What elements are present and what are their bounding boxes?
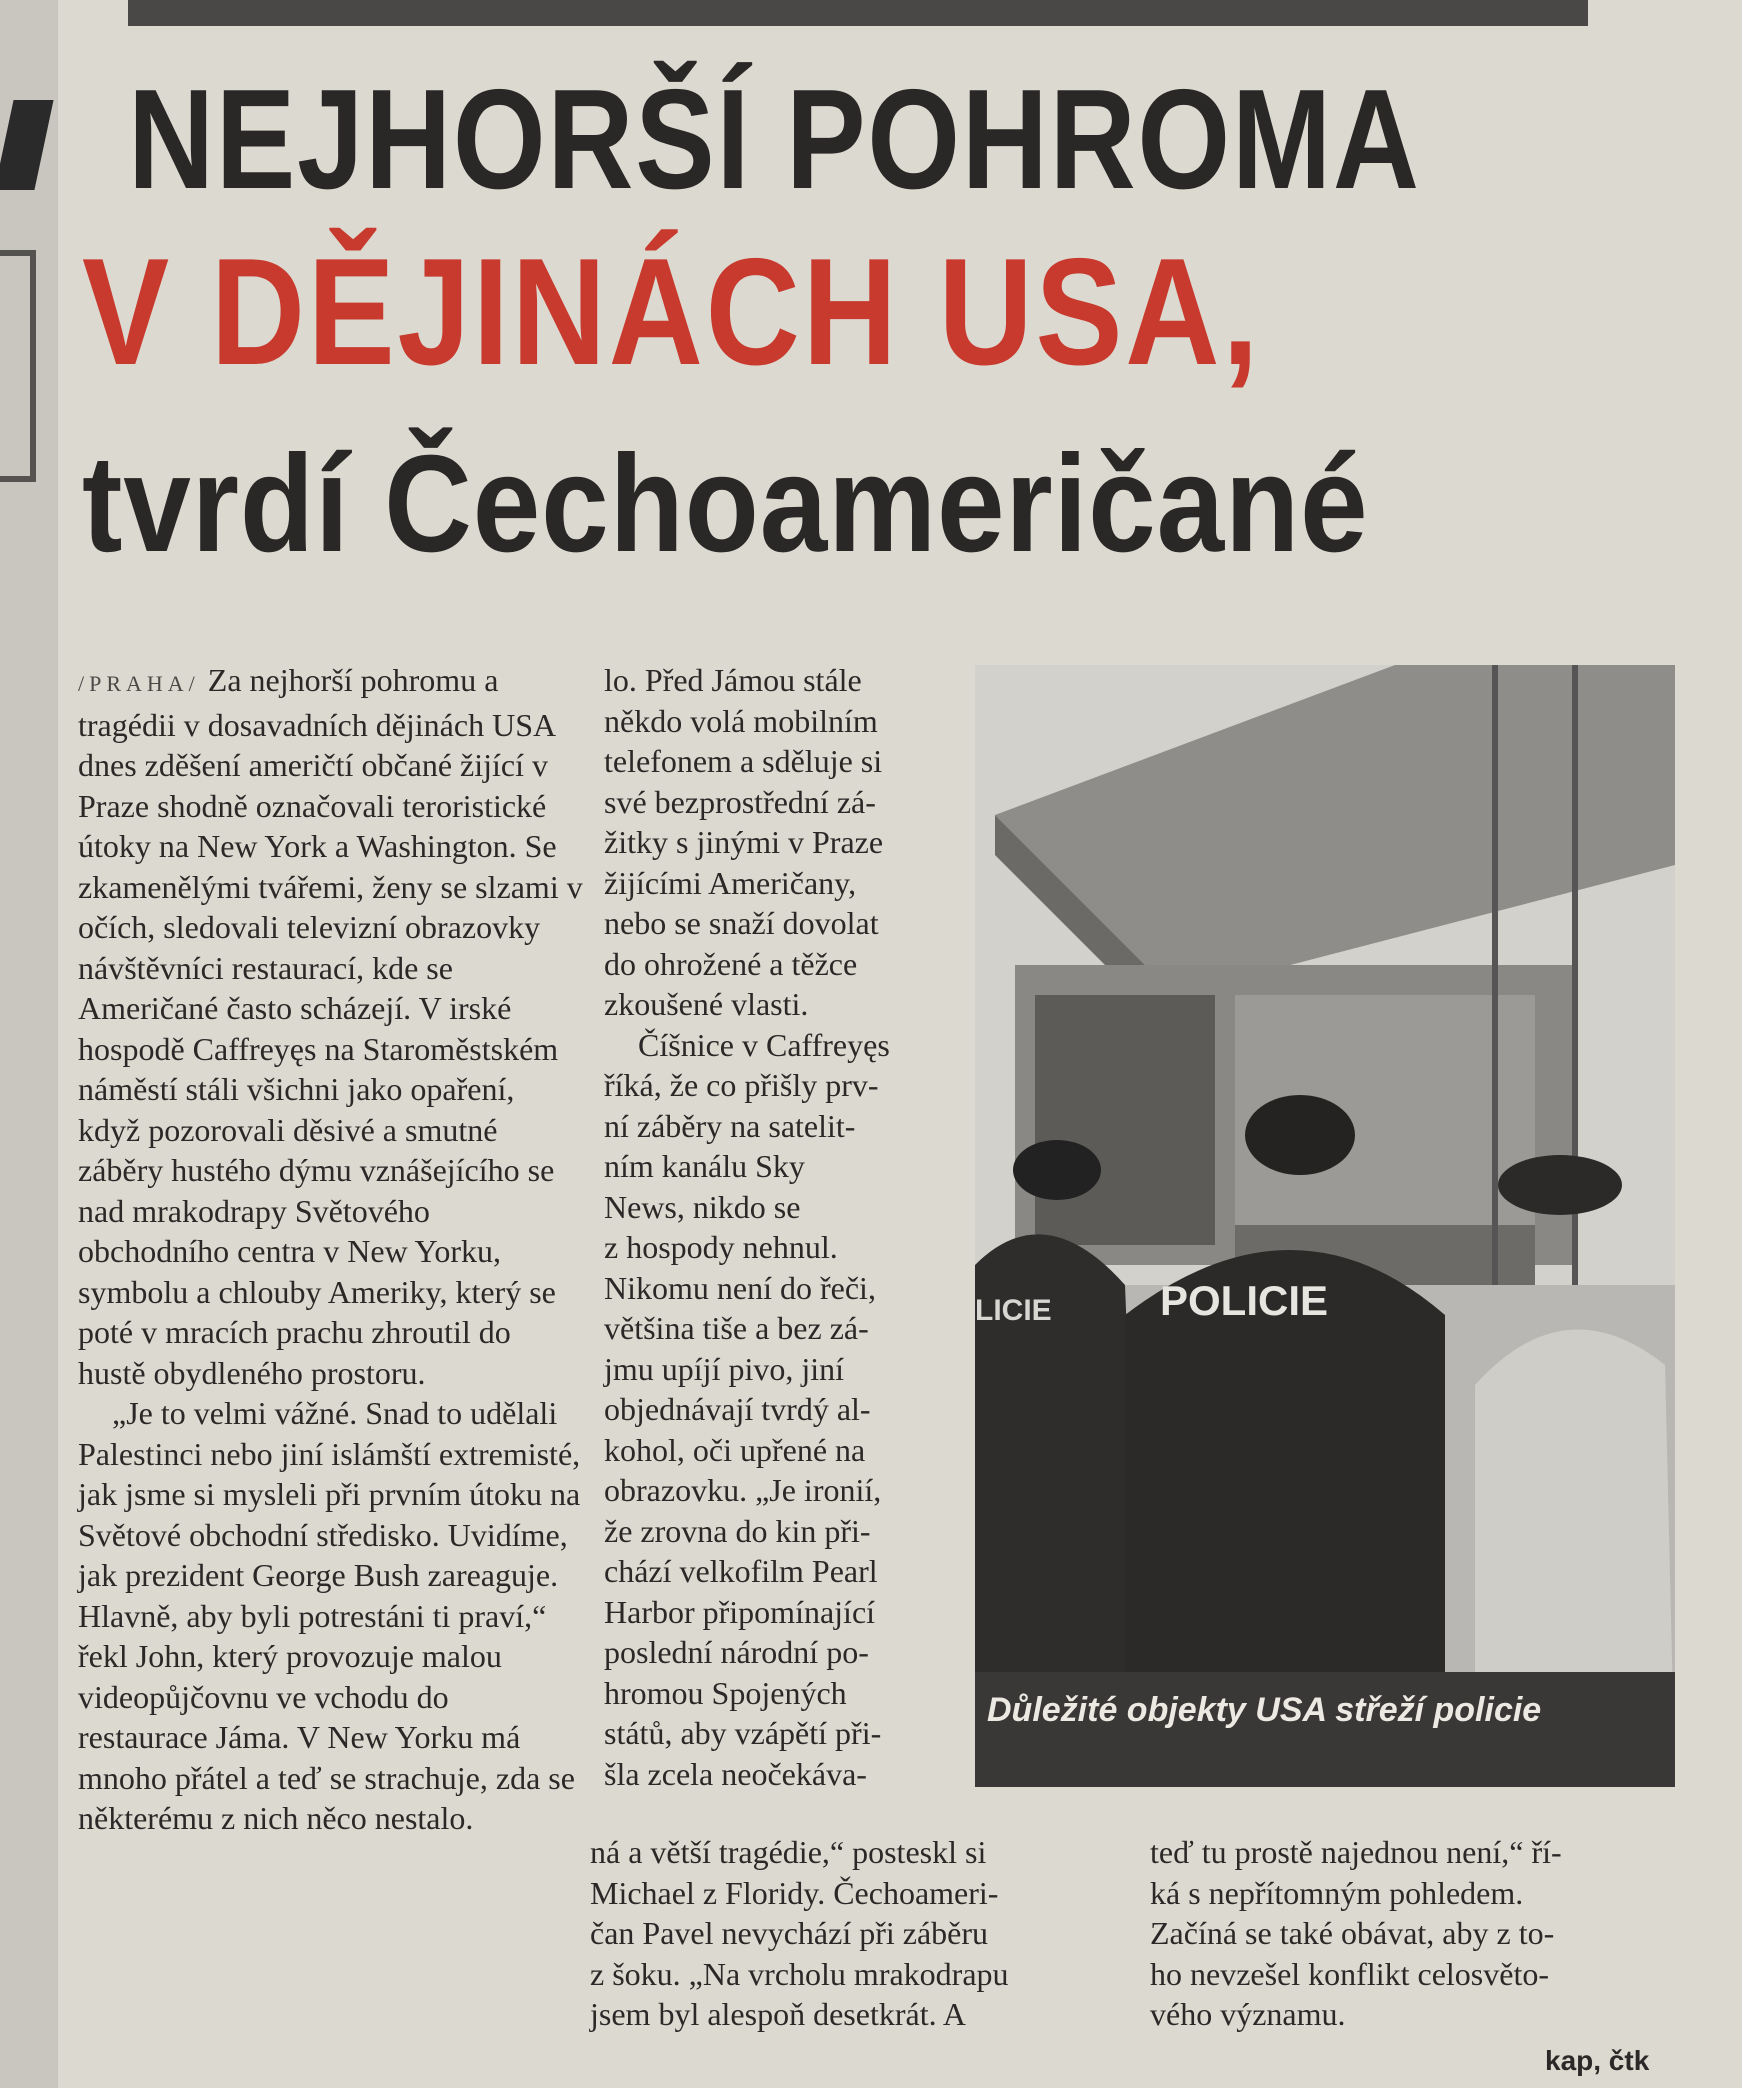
article-line: News, nikdo se — [604, 1188, 801, 1225]
article-line: čan Pavel nevychází při záběru — [590, 1915, 989, 1951]
vest-text: POLICIE — [1160, 1277, 1329, 1324]
article-line: nebo se snaží dovolat — [604, 905, 879, 941]
article-line: jsem byl alespoň desetkrát. A — [590, 1996, 966, 2032]
article-line: vého významu. — [1150, 1996, 1346, 2032]
article-line: Číšnice v Caffreyęs — [638, 1026, 890, 1063]
police-guarding-building-image — [975, 665, 1675, 1787]
article-line: obrazovku. „Je ironií, — [604, 1472, 882, 1508]
article-line: z šoku. „Na vrcholu mrakodrapu — [590, 1955, 1009, 1992]
article-line: Harbor připomínající — [604, 1593, 876, 1630]
adjacent-page-fragment — [0, 100, 54, 190]
article-line: Nikomu není do řeči, — [604, 1269, 876, 1306]
article-line: většina tiše a bez zá- — [604, 1310, 869, 1346]
headline-line-2: V DĚJINÁCH USA, — [82, 227, 1262, 397]
article-line: do ohrožené a těžce — [604, 945, 858, 982]
article-line: telefonem a sděluje si — [604, 743, 883, 779]
adjacent-page-frame — [0, 250, 36, 482]
article-line: zkoušené vlasti. — [604, 986, 809, 1022]
dateline: /PRAHA/ — [78, 671, 200, 696]
article-line: jmu upíjí pivo, jiní — [604, 1350, 845, 1387]
article-line: ká s nepřítomným pohledem. — [1150, 1874, 1524, 1911]
article-column-3-bottom — [1150, 1832, 1662, 2035]
article-line: říká, že co přišly prv- — [604, 1067, 879, 1103]
article-line: šla zcela neočekáva- — [604, 1755, 867, 1792]
article-line: ho nevzešel konflikt celosvěto- — [1150, 1955, 1549, 1992]
article-line: poslední národní po- — [604, 1634, 869, 1670]
top-border-strip — [128, 0, 1588, 26]
headline-line-1: NEJHORŠÍ POHROMA — [128, 60, 1421, 219]
adjacent-page-edge — [0, 0, 60, 2088]
article-line: své bezprostřední zá- — [604, 783, 876, 820]
article-line: lo. Před Jámou stále — [604, 662, 862, 698]
article-column-2 — [604, 660, 946, 1794]
article-line: ná a větší tragédie,“ posteskl si — [590, 1834, 987, 1870]
article-line: hromou Spojených — [604, 1674, 847, 1711]
vest-text-partial: LICIE — [975, 1294, 1052, 1327]
article-line: Začíná se také obávat, aby z to- — [1150, 1915, 1555, 1951]
article-column-2-bottom — [590, 1832, 1110, 2035]
article-line: objednávají tvrdý al- — [604, 1391, 871, 1427]
article-line: teď tu prostě najednou není,“ ří- — [1150, 1834, 1562, 1870]
article-line: že zrovna do kin při- — [604, 1512, 871, 1549]
article-line: chází velkofilm Pearl — [604, 1553, 878, 1589]
article-line: států, aby vzápětí při- — [604, 1715, 882, 1751]
article-paragraph-2: „Je to velmi vážné. Snad to udělali Palestinci nebo jiní islámští extremisté, jak jsme si mysleli při prvním útoku na Světové obchodní středisko. Uvidíme, jak prezident George Bush zareaguje. Hlavně, aby byli potrestáni ti praví,“ řekl John, který provozuje malou videopůjčovnu ve vchodu do restaurace Jáma. V New Yorku má mnoho přátel a teď se strachuje, zda se některému z nich něco nestalo. — [78, 1395, 581, 1836]
article-line: ním kanálu Sky — [604, 1148, 805, 1184]
article-line: z hospody nehnul. — [604, 1229, 838, 1265]
article-line: kohol, oči upřené na — [604, 1431, 866, 1468]
article-line: ní záběry na satelit- — [604, 1107, 856, 1144]
news-photo — [975, 665, 1675, 1787]
article-column-1 — [78, 660, 583, 1839]
author-credit: kap, čtk — [1545, 2045, 1650, 2076]
article-paragraph-1: Za nejhorší pohromu a tragédii v dosavadních dějinách USA dnes zděšení američtí občané žijící v Praze shodně označovali teroristické útoky na New York a Washington. Se zkamenělými tvářemi, ženy se slzami v očích, sledovali televizní obrazovky návštěvníci restaurací, kde se Američané často scházejí. V irské hospodě Caffreyęs na Staroměstském náměstí stáli všichni jako opaření, když pozorovali děsivé a smutné záběry hustého dýmu vznášejícího se nad mrakodrapy Světového obchodního centra v New Yorku, symbolu a chlouby Ameriky, který se poté v mracích prachu zhroutil do hustě obydleného prostoru. — [78, 662, 583, 1391]
article-line: žijícími Američany, — [604, 864, 857, 901]
article-line: Michael z Floridy. Čechoameri- — [590, 1874, 999, 1911]
article-line: žitky s jinými v Praze — [604, 824, 884, 860]
article-line: někdo volá mobilním — [604, 702, 878, 739]
headline-line-3: tvrdí Čechoameričané — [82, 427, 1369, 581]
photo-caption: Důležité objekty USA střeží policie — [975, 1672, 1675, 1787]
